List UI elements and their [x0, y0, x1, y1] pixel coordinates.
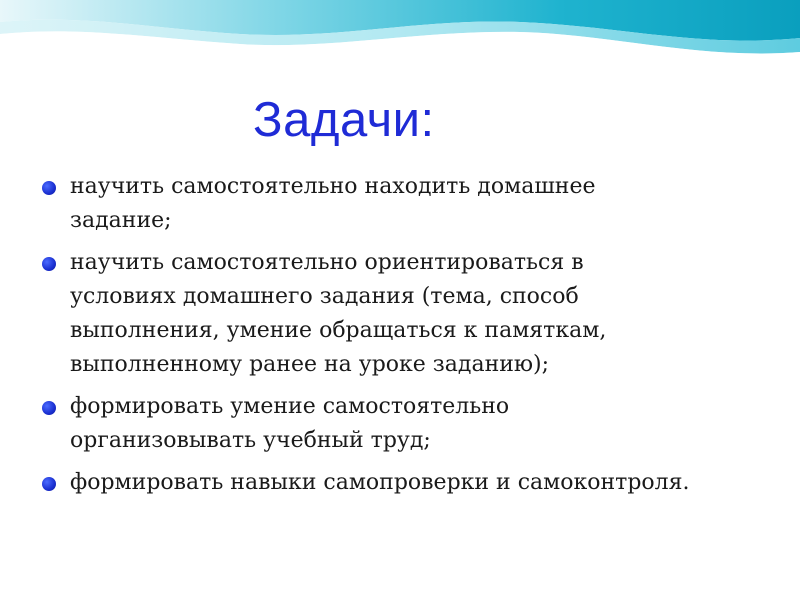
- list-item-text: научить самостоятельно находить домашнее задание;: [70, 174, 596, 233]
- bullet-icon: [42, 181, 56, 195]
- bullet-icon: [42, 257, 56, 271]
- header-wave-decoration: [0, 0, 800, 80]
- list-item: [40, 390, 690, 458]
- list-item: [40, 246, 690, 382]
- task-list: [40, 170, 690, 508]
- bullet-icon: [42, 477, 56, 491]
- list-item-text: формировать навыки самопроверки и самоконтроля.: [70, 470, 690, 495]
- list-item: [40, 170, 690, 238]
- slide-title: Задачи:: [253, 93, 435, 147]
- list-item-text: научить самостоятельно ориентироваться в условиях домашнего задания (тема, способ выполнения, умение обращаться к памяткам, выполненному ранее на уроке заданию);: [70, 250, 607, 377]
- list-item: [40, 466, 690, 500]
- list-item-text: формировать умение самостоятельно организовывать учебный труд;: [70, 394, 510, 453]
- bullet-icon: [42, 401, 56, 415]
